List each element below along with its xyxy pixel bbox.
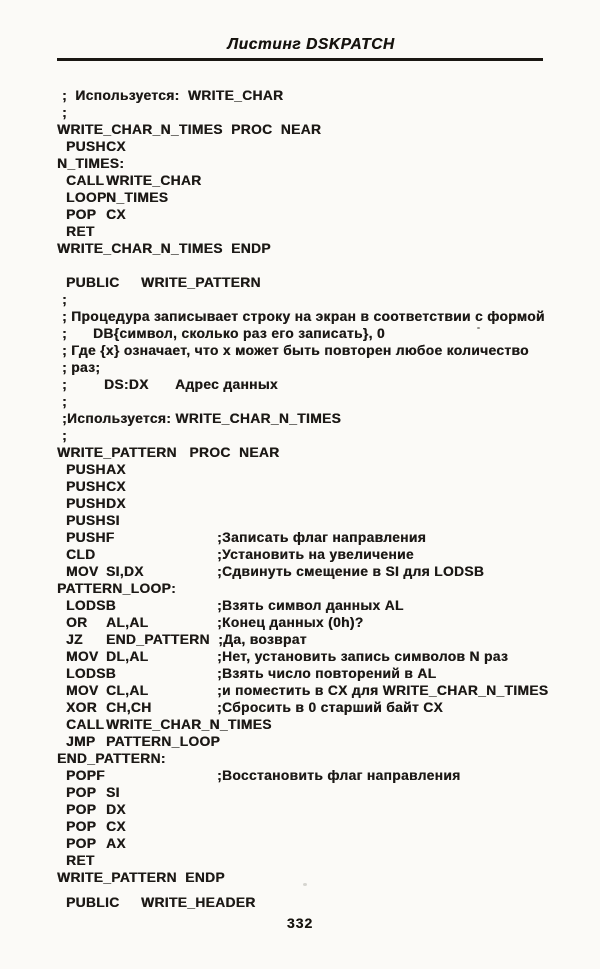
code-mnem: POP [66,785,97,800]
code-line [57,139,594,156]
code-label: ; Используется: WRITE_CHAR [62,88,284,103]
code-op: CX [106,207,126,222]
code-label: ; [62,428,67,443]
code-line [57,479,594,496]
code-line [57,377,594,394]
code-op: DX [106,802,126,817]
code-mnem: PUBLIC [66,895,120,910]
code-line [57,173,594,190]
code-label: PATTERN_LOOP: [57,581,177,596]
code-mnem: MOV [66,683,99,698]
code-line [57,819,594,836]
code-line [57,751,594,768]
code-op: END_PATTERN ;Да, возврат [106,632,307,647]
code-op: CX [106,479,126,494]
code-cmt: ;Нет, установить запись символов N раз [217,649,509,664]
code-addr: Адрес данных [175,377,278,392]
code-mnem: LODSB [66,666,117,681]
code-line [57,700,594,717]
code-op: AX [106,462,126,477]
scan-speck [303,883,307,886]
code-mnem: PUSH [66,496,106,511]
code-line [57,360,594,377]
scan-speck [477,327,480,329]
code-op: CX [106,139,126,154]
code-mnem: PUSH [66,139,106,154]
code-mnem: PUBLIC [66,275,120,290]
code-dsdx: DS:DX [104,377,149,392]
code-line [57,683,594,700]
code-mnem: RET [66,224,95,239]
code-mnem: JZ [66,632,83,647]
code-cmt: ;и поместить в CX для WRITE_CHAR_N_TIMES [217,683,549,698]
code-line [57,530,594,547]
code-line [57,88,594,105]
code-label: WRITE_PATTERN PROC NEAR [57,445,280,460]
code-mnem: CALL [66,173,105,188]
code-line [57,292,594,309]
code-label: ; [62,377,67,392]
code-line [57,513,594,530]
code-line [57,241,594,258]
code-op: N_TIMES [106,190,169,205]
code-line [57,411,594,428]
code-mnem: PUSH [66,479,106,494]
code-mnem: LODSB [66,598,117,613]
code-line [57,343,594,360]
code-mnem: LOOP [66,190,107,205]
code-line [57,887,594,895]
code-line [57,615,594,632]
code-line [57,853,594,870]
code-mnem: JMP [66,734,96,749]
code-label: ; Процедура записывает строку на экран в соответствии с формой [62,309,545,324]
code-mnem: PUSH [66,462,106,477]
code-line [57,445,594,462]
code-line [57,326,594,343]
code-mnem: OR [66,615,88,630]
code-op: DX [106,496,126,511]
code-label: ; [62,292,67,307]
code-label: ; Где {x} означает, что x может быть повторен любое количество [62,343,529,358]
code-mnem: POP [66,802,97,817]
code-line [57,428,594,445]
code-label: WRITE_PATTERN ENDP [57,870,225,885]
code-line [57,190,594,207]
code-line [57,547,594,564]
code-label: ;Используется: WRITE_CHAR_N_TIMES [62,411,342,426]
code-label: ; раз; [62,360,101,375]
code-line [57,258,594,275]
code-label: WRITE_CHAR_N_TIMES PROC NEAR [57,122,322,137]
code-line [57,394,594,411]
code-line [57,632,594,649]
code-line [57,462,594,479]
code-mnem: POP [66,207,97,222]
code-mnem: PUSHF [66,530,115,545]
code-line [57,734,594,751]
code-cmt: ;Взять символ данных AL [217,598,404,613]
code-pub: WRITE_HEADER [141,895,256,910]
code-line [57,895,594,912]
code-mnem: CLD [66,547,96,562]
code-label: N_TIMES: [57,156,125,171]
code-line [57,122,594,139]
code-line [57,496,594,513]
code-line [57,836,594,853]
code-op: CX [106,819,126,834]
code-line [57,785,594,802]
code-op: PATTERN_LOOP [106,734,221,749]
code-mnem: MOV [66,564,99,579]
code-line [57,564,594,581]
code-line [57,802,594,819]
code-op: DL,AL [106,649,149,664]
code-line [57,309,594,326]
code-cmt: ;Восстановить флаг направления [217,768,461,783]
code-op: CH,CH [106,700,152,715]
code-mnem: RET [66,853,95,868]
code-op: WRITE_CHAR [106,173,202,188]
code-line [57,717,594,734]
code-line [57,275,594,292]
code-label: WRITE_CHAR_N_TIMES ENDP [57,241,271,256]
code-op: AL,AL [106,615,149,630]
code-op: WRITE_CHAR_N_TIMES [106,717,272,732]
code-cmt: ;Записать флаг направления [217,530,427,545]
code-line [57,207,594,224]
code-label: ; [62,394,67,409]
code-line [57,105,594,122]
code-line [57,598,594,615]
code-line [57,768,594,785]
code-label: ; [62,105,67,120]
code-pub: WRITE_PATTERN [141,275,261,290]
code-line [57,666,594,683]
code-mnem: PUSH [66,513,106,528]
code-mnem: XOR [66,700,97,715]
code-cmt: ;Конец данных (0h)? [217,615,364,630]
code-ind1: DB{символ, сколько раз его записать}, 0 [93,326,385,341]
code-listing [57,88,594,912]
code-line [57,156,594,173]
code-label: END_PATTERN: [57,751,166,766]
code-cmt: ;Установить на увеличение [217,547,414,562]
code-cmt: ;Взять число повторений в AL [217,666,437,681]
code-line [57,224,594,241]
code-line [57,649,594,666]
code-cmt: ;Сбросить в 0 старший байт CX [217,700,444,715]
code-op: CL,AL [106,683,149,698]
header-rule [57,58,543,61]
code-mnem: POP [66,836,97,851]
code-line [57,581,594,598]
code-mnem: POPF [66,768,105,783]
page-header-title: Листинг DSKPATCH [227,36,395,53]
code-label: ; [62,326,67,341]
code-mnem: MOV [66,649,99,664]
code-mnem: CALL [66,717,105,732]
code-op: SI,DX [106,564,144,579]
code-op: AX [106,836,126,851]
code-line [57,870,594,887]
code-op: SI [106,785,120,800]
code-op: SI [106,513,120,528]
code-mnem: POP [66,819,97,834]
code-cmt: ;Сдвинуть смещение в SI для LODSB [217,564,485,579]
page-number: 332 [286,915,314,931]
